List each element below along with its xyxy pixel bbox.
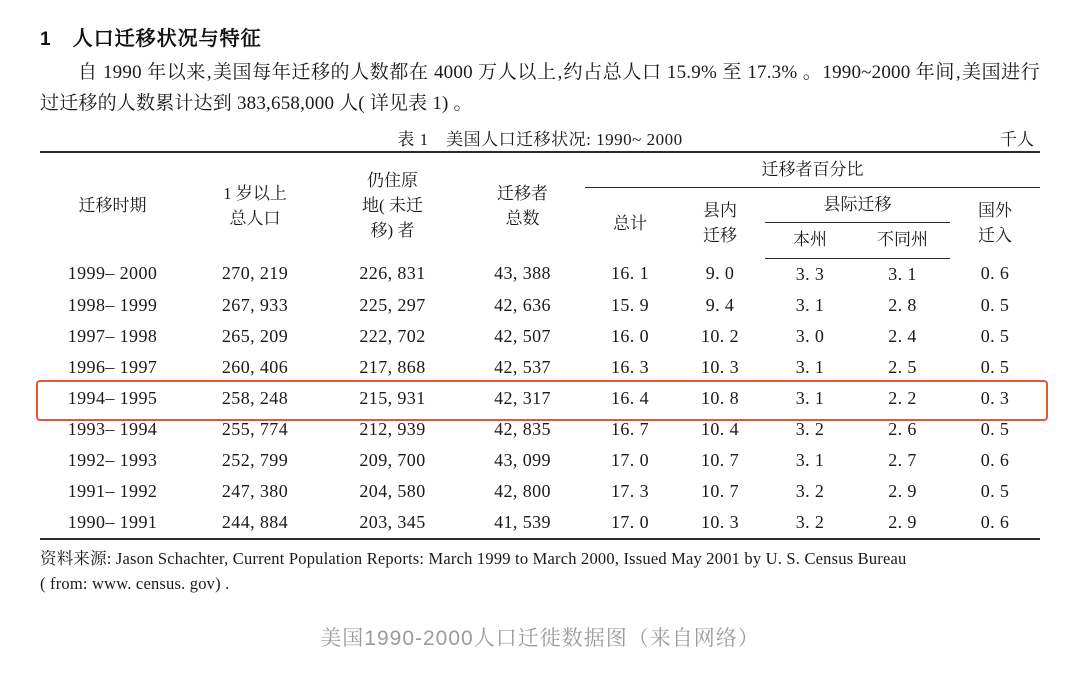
cell-non-movers: 215, 931: [359, 387, 426, 408]
cell-within-county: 10. 2: [701, 325, 739, 346]
cell-within-county: 10. 4: [701, 418, 739, 439]
table-header-row-1: [40, 152, 1040, 188]
cell-from-abroad: 0. 5: [980, 325, 1010, 346]
cell-non-movers: 204, 580: [359, 480, 426, 501]
cell-pct-total: 16. 0: [611, 325, 649, 346]
col-header-within-county: [675, 188, 765, 259]
table-row: [40, 352, 1040, 383]
cell-non-movers: 217, 868: [359, 356, 426, 377]
cell-pct-total: 16. 1: [611, 263, 649, 284]
cell-within-county: 10. 7: [701, 449, 739, 470]
cell-pct-total: 16. 7: [611, 418, 649, 439]
col-header-non-movers: [325, 152, 460, 258]
col-header-non-movers-line2: 地( 未迁: [362, 196, 423, 215]
cell-total-pop: 252, 799: [221, 449, 289, 470]
cell-diff-state: 2. 5: [888, 356, 917, 377]
cell-same-state: 3. 1: [795, 356, 825, 377]
cell-from-abroad: 0. 5: [980, 356, 1010, 377]
cell-within-county: 9. 0: [705, 263, 735, 284]
cell-same-state: 3. 2: [795, 418, 825, 439]
cell-diff-state: 3. 1: [888, 263, 917, 284]
cell-diff-state: 2. 9: [855, 507, 950, 539]
table-caption: 表 1 美国人口迁移状况: 1990~ 2000: [397, 130, 683, 149]
cell-same-state: 3. 2: [795, 480, 825, 501]
col-header-period: 迁移时期: [40, 152, 185, 258]
cell-non-movers: 225, 297: [359, 294, 426, 315]
col-header-pct-total: 总计: [613, 213, 647, 233]
cell-pct-total: 17. 0: [585, 507, 675, 539]
page-title: 人口迁移状况与特征: [72, 28, 262, 50]
cell-from-abroad: 0. 5: [980, 480, 1010, 501]
col-header-from-abroad-line2: 迁入: [978, 226, 1012, 245]
table-unit: 千人: [1000, 130, 1034, 149]
source-line-1: 资料来源: Jason Schachter, Current Population Reports: March 1999 to March 2000, Issued May 2001 by U. S. Census Bureau: [40, 548, 907, 568]
cell-movers-total: 42, 636: [494, 294, 551, 315]
table-caption-row: [40, 125, 1040, 151]
cell-movers-total: 42, 537: [494, 356, 551, 377]
section-number: 1: [40, 29, 51, 50]
table-row: [40, 414, 1040, 445]
cell-same-state: 3. 2: [765, 507, 855, 539]
table-row: [40, 290, 1040, 321]
cell-movers-total: 42, 507: [494, 325, 551, 346]
cell-diff-state: 2. 4: [888, 325, 917, 346]
cell-total-pop: 244, 884: [185, 507, 325, 539]
cell-total-pop: 260, 406: [221, 356, 289, 377]
cell-period: 1990– 1991: [40, 507, 185, 539]
cell-from-abroad: 0. 6: [980, 449, 1010, 470]
cell-from-abroad: 0. 5: [980, 418, 1010, 439]
cell-from-abroad: 0. 5: [980, 294, 1010, 315]
cell-total-pop: 270, 219: [221, 263, 289, 284]
cell-diff-state: 2. 9: [888, 480, 917, 501]
cell-period: 1998– 1999: [67, 294, 158, 315]
cell-movers-total: 42, 835: [494, 418, 551, 439]
section-heading: [40, 22, 1040, 51]
table-row: [40, 476, 1040, 507]
table-row: [40, 258, 1040, 290]
col-header-within-county-line1: 县内: [703, 201, 737, 220]
table-row: [40, 507, 1040, 539]
cell-within-county: 10. 8: [701, 387, 739, 408]
cell-total-pop: 247, 380: [221, 480, 289, 501]
col-header-from-abroad-line1: 国外: [978, 201, 1012, 220]
col-header-movers-total-line2: 总数: [505, 208, 540, 228]
cell-movers-total: 42, 800: [494, 480, 551, 501]
cell-movers-total: 43, 388: [494, 263, 551, 284]
cell-within-county: 10. 3: [701, 356, 739, 377]
col-header-total-pop: [185, 152, 325, 258]
cell-pct-total: 17. 0: [611, 449, 649, 470]
cell-within-county: 10. 7: [701, 480, 739, 501]
cell-period: 1999– 2000: [67, 263, 158, 284]
cell-total-pop: 265, 209: [221, 325, 289, 346]
cell-movers-total: 43, 099: [494, 449, 551, 470]
col-header-within-county-line2: 迁移: [703, 226, 737, 245]
table-row: [40, 321, 1040, 352]
col-header-movers-total: [460, 152, 585, 258]
cell-diff-state: 2. 6: [888, 418, 917, 439]
source-line-2: ( from: www. census. gov) .: [40, 573, 230, 593]
cell-pct-total: 17. 3: [611, 480, 649, 501]
cell-same-state: 3. 1: [795, 294, 825, 315]
cell-pct-total: 16. 4: [611, 387, 649, 408]
cell-pct-total: 15. 9: [611, 294, 649, 315]
cell-diff-state: 2. 8: [888, 294, 917, 315]
cell-same-state: 3. 0: [795, 325, 825, 346]
cell-period: 1996– 1997: [67, 356, 158, 377]
col-group-header-percent: 迁移者百分比: [585, 152, 1040, 188]
cell-period: 1994– 1995: [67, 387, 158, 408]
cell-period: 1992– 1993: [67, 449, 158, 470]
cell-total-pop: 258, 248: [221, 387, 289, 408]
cell-diff-state: 2. 7: [888, 449, 917, 470]
migration-table: [40, 151, 1040, 540]
cell-non-movers: 212, 939: [359, 418, 426, 439]
body-paragraph: 自 1990 年以来‚美国每年迁移的人数都在 4000 万人以上‚约占总人口 15.9% 至 17.3% 。1990~2000 年间‚美国进行过迁移的人数累计达到 383,658,000 人( 详见表 1) 。: [40, 62, 1040, 114]
col-header-from-abroad: [950, 188, 1040, 259]
cell-movers-total: 41, 539: [460, 507, 585, 539]
cell-total-pop: 267, 933: [221, 294, 289, 315]
cell-same-state: 3. 1: [795, 387, 825, 408]
cell-within-county: 9. 4: [705, 294, 735, 315]
figure-caption: 美国1990-2000人口迁徙数据图（来自网络）: [320, 626, 760, 650]
cell-from-abroad: 0. 6: [980, 263, 1010, 284]
col-group-header-between-county: 县际迁移: [765, 188, 950, 223]
table-row-highlighted: [40, 383, 1040, 414]
cell-period: 1993– 1994: [67, 418, 158, 439]
col-header-non-movers-line3: 移) 者: [370, 221, 415, 240]
col-header-movers-total-line1: 迁移者: [497, 183, 548, 203]
cell-within-county: 10. 3: [675, 507, 765, 539]
cell-from-abroad: 0. 6: [950, 507, 1040, 539]
col-header-total-pop-line2: 总人口: [229, 208, 281, 228]
cell-period: 1991– 1992: [67, 480, 158, 501]
table-source-note: [40, 546, 1040, 596]
cell-pct-total: 16. 3: [611, 356, 649, 377]
cell-non-movers: 222, 702: [359, 325, 426, 346]
col-header-same-state: 本州: [765, 223, 855, 258]
table-row: [40, 445, 1040, 476]
cell-total-pop: 255, 774: [221, 418, 289, 439]
col-header-total-pop-line1: 1 岁以上: [223, 183, 287, 203]
cell-period: 1997– 1998: [67, 325, 158, 346]
cell-from-abroad: 0. 3: [980, 387, 1010, 408]
cell-non-movers: 226, 831: [359, 263, 426, 284]
cell-same-state: 3. 1: [795, 449, 825, 470]
cell-non-movers: 203, 345: [325, 507, 460, 539]
cell-movers-total: 42, 317: [494, 387, 551, 408]
cell-diff-state: 2. 2: [888, 387, 917, 408]
cell-non-movers: 209, 700: [359, 449, 426, 470]
col-header-diff-state: 不同州: [855, 223, 950, 258]
table-wrapper: [40, 151, 1040, 540]
col-header-non-movers-line1: 仍住原: [367, 171, 418, 190]
cell-same-state: 3. 3: [795, 263, 825, 284]
